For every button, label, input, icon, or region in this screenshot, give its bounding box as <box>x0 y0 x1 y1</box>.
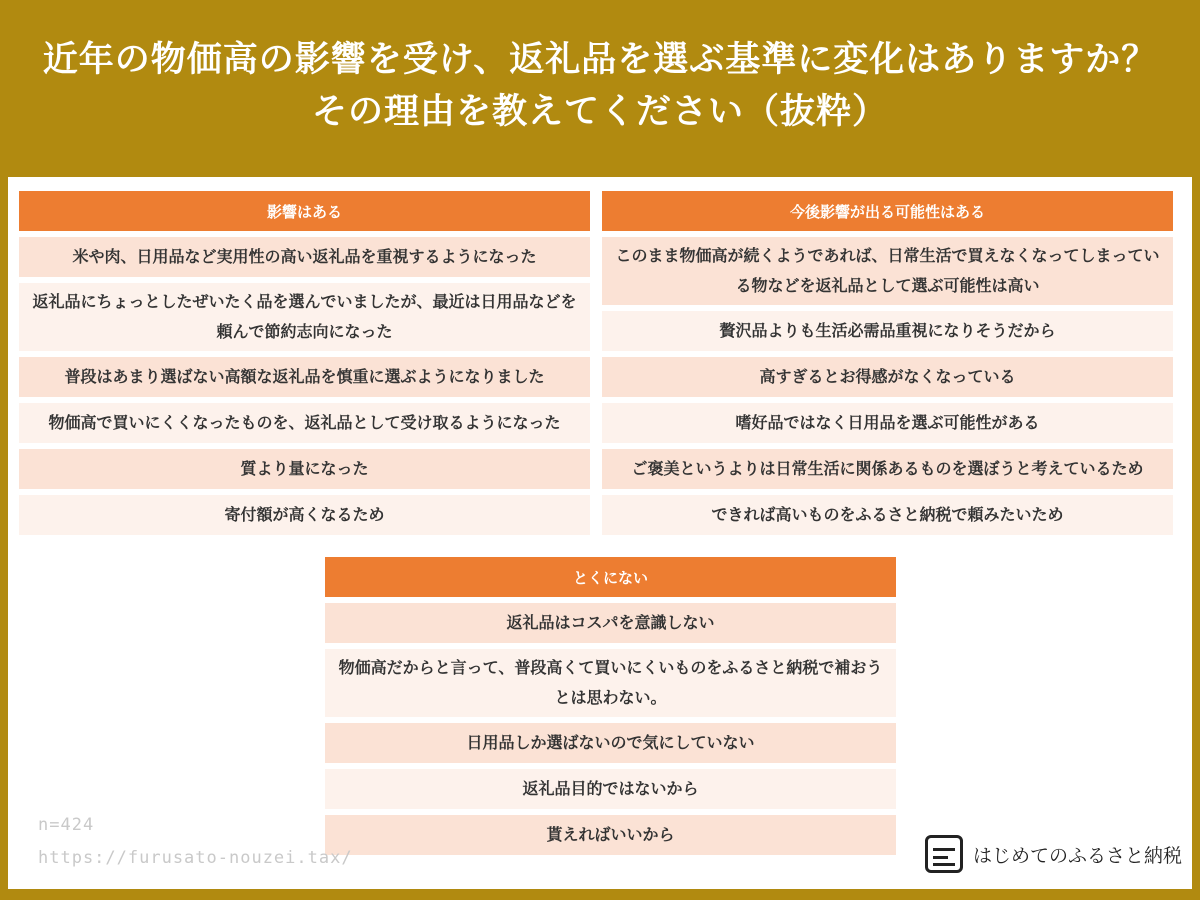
category-affected <box>19 191 590 535</box>
content-panel <box>8 177 1192 889</box>
page-title-line1: 近年の物価高の影響を受け、返礼品を選ぶ基準に変化はありますか？ <box>42 40 1158 80</box>
response-item: 返礼品目的ではないから <box>325 769 896 809</box>
response-item: 物価高だからと言って、普段高くて買いにくいものをふるさと納税で補おうとは思わない。 <box>325 649 896 717</box>
response-item: ご褒美というよりは日常生活に関係あるものを選ぼうと考えているため <box>602 449 1173 489</box>
page-title-line2: その理由を教えてください（抜粋） <box>311 92 888 132</box>
response-item: 米や肉、日用品など実用性の高い返礼品を重視するようになった <box>19 237 590 277</box>
source-url[interactable]: https://furusato-nouzei.tax/ <box>38 848 353 868</box>
notebook-icon <box>925 835 963 873</box>
response-item: 寄付額が高くなるため <box>19 495 590 535</box>
page-header <box>0 0 1200 172</box>
category-heading: 影響はある <box>19 191 590 231</box>
category-possible-future <box>602 191 1173 535</box>
response-item: 返礼品にちょっとしたぜいたく品を選んでいましたが、最近は日用品などを頼んで節約志向になった <box>19 283 590 351</box>
response-item: 贅沢品よりも生活必需品重視になりそうだから <box>602 311 1173 351</box>
category-heading: とくにない <box>325 557 896 597</box>
brand-name: はじめてのふるさと納税 <box>972 844 1182 867</box>
response-item: 物価高で買いにくくなったものを、返礼品として受け取るようになった <box>19 403 590 443</box>
response-item: 普段はあまり選ばない高額な返礼品を慎重に選ぶようになりました <box>19 357 590 397</box>
response-item: 貰えればいいから <box>325 815 896 855</box>
response-item: 日用品しか選ばないので気にしていない <box>325 723 896 763</box>
response-item: 高すぎるとお得感がなくなっている <box>602 357 1173 397</box>
sample-size: n=424 <box>38 815 95 835</box>
response-item: 嗜好品ではなく日用品を選ぶ可能性がある <box>602 403 1173 443</box>
response-item: このまま物価高が続くようであれば、日常生活で買えなくなってしまっている物などを返礼品として選ぶ可能性は高い <box>602 237 1173 305</box>
brand-logo <box>925 834 1182 874</box>
response-item: 返礼品はコスパを意識しない <box>325 603 896 643</box>
response-item: できれば高いものをふるさと納税で頼みたいため <box>602 495 1173 535</box>
category-none <box>325 557 896 855</box>
response-item: 質より量になった <box>19 449 590 489</box>
category-heading: 今後影響が出る可能性はある <box>602 191 1173 231</box>
